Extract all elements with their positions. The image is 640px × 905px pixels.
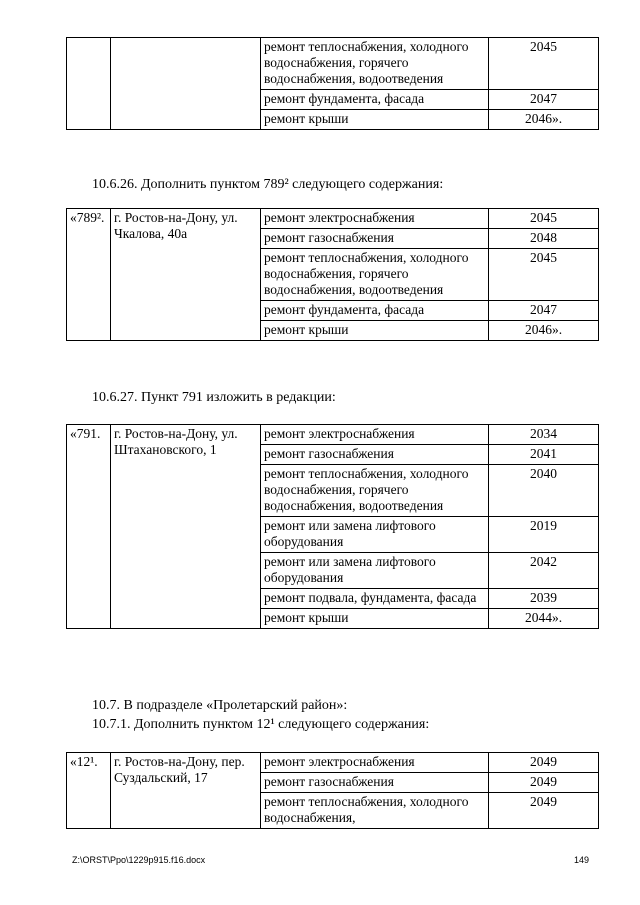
item-number-cell [67, 38, 111, 130]
paragraph: 10.6.27. Пункт 791 изложить в редакции: [92, 390, 336, 405]
work-cell: ремонт газоснабжения [261, 445, 489, 465]
year-cell: 2041 [489, 445, 599, 465]
item-number-cell: «12¹. [67, 753, 111, 829]
work-cell: ремонт подвала, фундамента, фасада [261, 589, 489, 609]
work-cell: ремонт газоснабжения [261, 229, 489, 249]
paragraph: 10.7.1. Дополнить пунктом 12¹ следующего содержания: [92, 717, 430, 732]
year-cell: 2046». [489, 110, 599, 130]
work-cell: ремонт электроснабжения [261, 209, 489, 229]
paragraph: 10.7. В подразделе «Пролетарский район»: [92, 698, 348, 713]
address-cell [111, 38, 261, 130]
table-item-791 [66, 424, 599, 629]
table-row [67, 209, 599, 229]
paragraph: 10.6.26. Дополнить пунктом 789² следующего содержания: [92, 177, 444, 192]
footer-page-number: 149 [574, 855, 590, 865]
work-cell: ремонт крыши [261, 110, 489, 130]
year-cell: 2034 [489, 425, 599, 445]
work-cell: ремонт теплоснабжения, холодного водоснабжения, горячего водоснабжения, водоотведения [261, 465, 489, 517]
work-cell: ремонт электроснабжения [261, 753, 489, 773]
year-cell: 2049 [489, 773, 599, 793]
year-cell: 2046». [489, 321, 599, 341]
year-cell: 2040 [489, 465, 599, 517]
address-cell: г. Ростов-на-Дону, ул. Чкалова, 40а [111, 209, 261, 341]
year-cell: 2047 [489, 90, 599, 110]
work-cell: ремонт теплоснабжения, холодного водоснабжения, горячего водоснабжения, водоотведения [261, 249, 489, 301]
year-cell: 2049 [489, 753, 599, 773]
work-cell: ремонт теплоснабжения, холодного водоснабжения, горячего водоснабжения, водоотведения [261, 38, 489, 90]
work-cell: ремонт или замена лифтового оборудования [261, 553, 489, 589]
work-cell: ремонт крыши [261, 321, 489, 341]
work-cell: ремонт или замена лифтового оборудования [261, 517, 489, 553]
year-cell: 2047 [489, 301, 599, 321]
year-cell: 2049 [489, 793, 599, 829]
year-cell: 2048 [489, 229, 599, 249]
year-cell: 2045 [489, 209, 599, 229]
footer-file-path: Z:\ORST\Ppo\1229p915.f16.docx [72, 855, 206, 865]
item-number-cell: «791. [67, 425, 111, 629]
work-cell: ремонт газоснабжения [261, 773, 489, 793]
year-cell: 2042 [489, 553, 599, 589]
table-continuation [66, 37, 599, 130]
table-item-789-2 [66, 208, 599, 341]
work-cell: ремонт крыши [261, 609, 489, 629]
table-row [67, 753, 599, 773]
work-cell: ремонт фундамента, фасада [261, 301, 489, 321]
address-cell: г. Ростов-на-Дону, ул. Штахановского, 1 [111, 425, 261, 629]
year-cell: 2045 [489, 249, 599, 301]
year-cell: 2039 [489, 589, 599, 609]
year-cell: 2019 [489, 517, 599, 553]
table-row [67, 425, 599, 445]
table-row [67, 38, 599, 90]
year-cell: 2045 [489, 38, 599, 90]
address-cell: г. Ростов-на-Дону, пер. Суздальский, 17 [111, 753, 261, 829]
work-cell: ремонт фундамента, фасада [261, 90, 489, 110]
year-cell: 2044». [489, 609, 599, 629]
work-cell: ремонт электроснабжения [261, 425, 489, 445]
work-cell: ремонт теплоснабжения, холодного водоснабжения, [261, 793, 489, 829]
table-item-12-1 [66, 752, 599, 829]
item-number-cell: «789². [67, 209, 111, 341]
